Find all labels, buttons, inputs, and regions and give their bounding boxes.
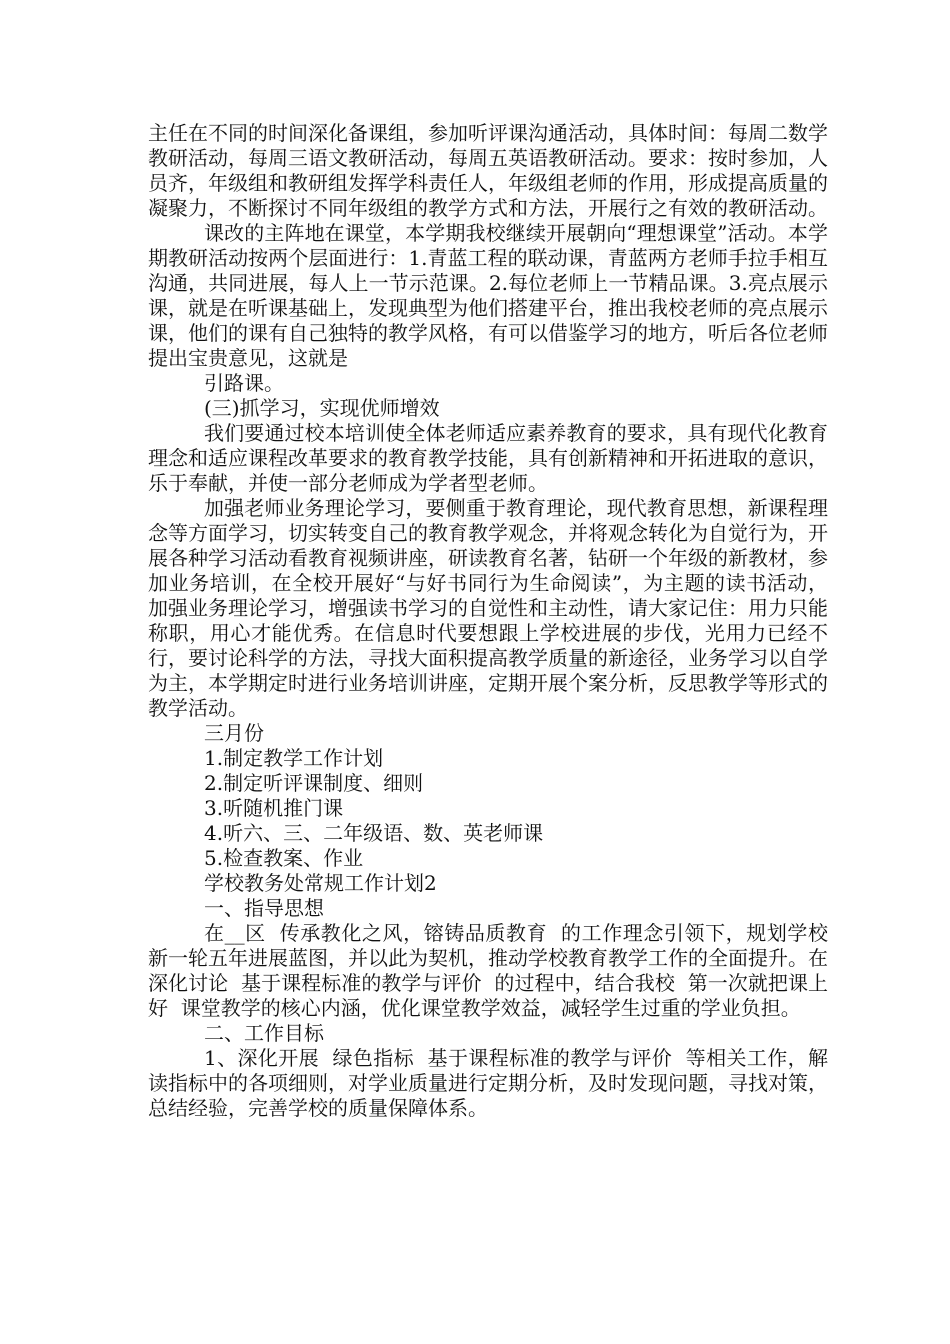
paragraph: 主任在不同的时间深化备课组，参加听评课沟通活动，具体时间：每周二数学教研活动，每周三语文教研活动，每周五英语教研活动。要求：按时参加，人员齐，年级组和教研组发挥学科责任人，年级组老师的作用，形成提高质量的凝聚力，不断探讨不同年级组的教学方式和方法，开展行之有效的教研活动。 bbox=[148, 121, 828, 220]
paragraph: 加强老师业务理论学习，要侧重于教育理论，现代教育思想，新课程理念等方面学习，切实转变自己的教育教学观念，并将观念转化为自觉行为，开展各种学习活动看教育视频讲座，研读教育名著，钻研一个年级的新教材，参加业务培训，在全校开展好“与好书同行为生命阅读”，为主题的读书活动，加强业务理论学习，增强读书学习的自觉性和主动性，请大家记住：用力只能称职，用心才能优秀。在信息时代要想跟上学校进展的步伐，光用力已经不行，要讨论科学的方法，寻找大面积提高教学质量的新途径，业务学习以自学为主，本学期定时进行业务培训讲座，定期开展个案分析，反思教学等形式的教学活动。 bbox=[148, 496, 828, 720]
list-item: 5.检查教案、作业 bbox=[204, 846, 364, 870]
list-item: 4.听六、三、二年级语、数、英老师课 bbox=[204, 821, 544, 845]
section-heading: 二、工作目标 bbox=[204, 1021, 324, 1045]
paragraph: 我们要通过校本培训使全体老师适应素养教育的要求，具有现代化教育理念和适应课程改革要求的教育教学技能，具有创新精神和开拓进取的意识，乐于奉献，并使一部分老师成为学者型老师。 bbox=[148, 421, 828, 495]
list-item: 2.制定听评课制度、细则 bbox=[204, 771, 424, 795]
section-heading: 一、指导思想 bbox=[204, 896, 324, 920]
paragraph-line: 引路课。 bbox=[204, 371, 284, 395]
section-heading: (三)抓学习，实现优师增效 bbox=[204, 396, 440, 420]
paragraph: 在__区 传承教化之风，镕铸品质教育 的工作理念引领下，规划学校新一轮五年进展蓝图，并以此为契机，推动学校教育教学工作的全面提升。在深化讨论 基于课程标准的教学与评价 的过程中，结合我校 第一次就把课上好 课堂教学的核心内涵，优化课堂教学效益，减轻学生过重的学业负担。 bbox=[148, 921, 828, 1020]
month-heading: 三月份 bbox=[204, 721, 264, 745]
list-item: 1.制定教学工作计划 bbox=[204, 746, 384, 770]
document-title: 学校教务处常规工作计划2 bbox=[204, 871, 437, 895]
document-page bbox=[148, 121, 828, 1121]
paragraph: 1、深化开展 绿色指标 基于课程标准的教学与评价 等相关工作，解读指标中的各项细则，对学业质量进行定期分析，及时发现问题，寻找对策，总结经验，完善学校的质量保障体系。 bbox=[148, 1046, 828, 1120]
paragraph: 课改的主阵地在课堂，本学期我校继续开展朝向“理想课堂”活动。本学期教研活动按两个层面进行：1.青蓝工程的联动课，青蓝两方老师手拉手相互沟通，共同进展，每人上一节示范课。2.每位老师上一节精品课。3.亮点展示课，就是在听课基础上，发现典型为他们搭建平台，推出我校老师的亮点展示课，他们的课有自己独特的教学风格，有可以借鉴学习的地方，听后各位老师提出宝贵意见，这就是 bbox=[148, 221, 828, 370]
list-item: 3.听随机推门课 bbox=[204, 796, 344, 820]
